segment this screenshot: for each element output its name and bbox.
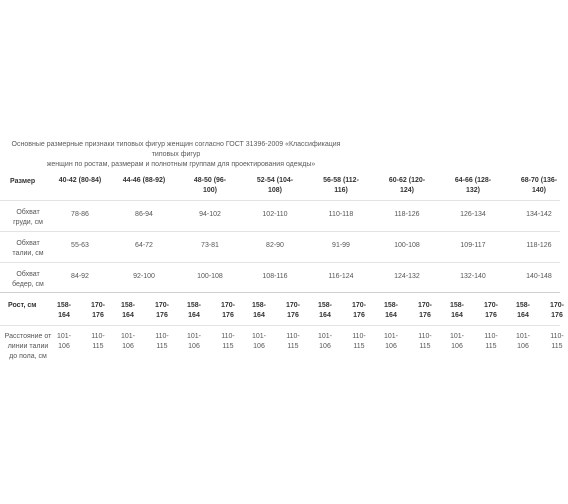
table-cell: 86-94 (135, 211, 153, 218)
table-cell: 82-90 (266, 242, 284, 249)
table-cell: 109-117 (460, 242, 486, 249)
distance-cell: 110-115 (484, 333, 498, 350)
caption-line-1: Основные размерные признаки типовых фигур женщин согласно ГОСТ 31396-2009 «Классификация типовых фигур (11, 141, 341, 158)
height-cell: 170-176 (417, 302, 432, 319)
height-cell: 170-176 (483, 302, 498, 319)
table-cell: 132-140 (460, 273, 486, 280)
distance-cell: 101-106 (383, 333, 398, 350)
size-header-cell: 40-42 (80-84) (58, 177, 102, 184)
distance-cell: 101-106 (515, 333, 530, 350)
table-cell: 100-108 (394, 242, 420, 249)
distance-cell: 110-115 (155, 333, 169, 350)
height-cell: 158-164 (251, 302, 266, 319)
height-cell: 158-164 (515, 302, 530, 319)
distance-cell: 110-115 (352, 333, 366, 350)
table-cell: 118-126 (394, 211, 420, 218)
table-cell: 64-72 (135, 242, 153, 249)
size-header-cell: 64-66 (128-132) (454, 177, 492, 194)
height-cell: 170-176 (549, 302, 564, 319)
height-cell: 170-176 (285, 302, 300, 319)
row-divider (0, 325, 560, 326)
distance-cell: 101-106 (449, 333, 464, 350)
table-cell: 108-116 (262, 273, 288, 280)
distance-cell: 110-115 (286, 333, 300, 350)
row-divider (0, 231, 560, 232)
row-divider (0, 262, 560, 263)
size-header-cell: 56-58 (112-116) (323, 177, 359, 194)
distance-cell: 101-106 (56, 333, 71, 350)
size-header-cell: 60-62 (120-124) (388, 177, 426, 194)
size-header-cell: 68-70 (136-140) (520, 177, 558, 194)
table-cell: 134-142 (526, 211, 552, 218)
distance-cell: 110-115 (550, 333, 564, 350)
size-header-cell: 48-50 (96-100) (193, 177, 227, 194)
size-header-cell: 44-46 (88-92) (122, 177, 166, 184)
height-cell: 158-164 (56, 302, 71, 319)
row-label: Обхват талии, см (12, 240, 44, 257)
table-cell: 92-100 (133, 273, 155, 280)
table-cell: 126-134 (460, 211, 486, 218)
height-cell: 170-176 (351, 302, 366, 319)
height-cell: 158-164 (317, 302, 332, 319)
table-cell: 100-108 (197, 273, 223, 280)
height-cell: 158-164 (186, 302, 201, 319)
distance-label: Расстояние от линии талии до пола, см (4, 333, 52, 360)
table-cell: 91-99 (332, 242, 350, 249)
table-cell: 118-126 (526, 242, 552, 249)
table-cell: 124-132 (394, 273, 420, 280)
table-cell: 140-148 (526, 273, 552, 280)
height-cell: 158-164 (383, 302, 398, 319)
table-cell: 116-124 (328, 273, 354, 280)
table-cell: 110-118 (328, 211, 354, 218)
height-cell: 170-176 (220, 302, 235, 319)
distance-cell: 101-106 (120, 333, 135, 350)
row-divider (0, 292, 560, 293)
size-header-cell: 52-54 (104-108) (256, 177, 294, 194)
table-cell: 55-63 (71, 242, 89, 249)
table-cell: 84-92 (71, 273, 89, 280)
distance-cell: 101-106 (317, 333, 332, 350)
distance-cell: 110-115 (418, 333, 432, 350)
height-cell: 170-176 (154, 302, 169, 319)
distance-cell: 110-115 (221, 333, 235, 350)
caption-line-2: женщин по ростам, размерам и полнотным группам для проектирования одежды» (46, 161, 316, 168)
table-cell: 78-86 (71, 211, 89, 218)
table-cell: 102-110 (262, 211, 288, 218)
distance-cell: 101-106 (186, 333, 201, 350)
row-divider (0, 200, 560, 201)
row-label: Обхват бедер, см (12, 271, 44, 288)
height-cell: 170-176 (90, 302, 105, 319)
height-cell: 158-164 (449, 302, 464, 319)
table-cell: 73-81 (201, 242, 219, 249)
height-label: Рост, см (8, 302, 37, 309)
table-caption (0, 140, 352, 170)
row-label: Обхват груди, см (13, 209, 43, 226)
size-header-label: Размер (10, 178, 36, 185)
distance-cell: 110-115 (91, 333, 105, 350)
distance-cell: 101-106 (251, 333, 266, 350)
height-cell: 158-164 (120, 302, 135, 319)
table-cell: 94-102 (199, 211, 221, 218)
